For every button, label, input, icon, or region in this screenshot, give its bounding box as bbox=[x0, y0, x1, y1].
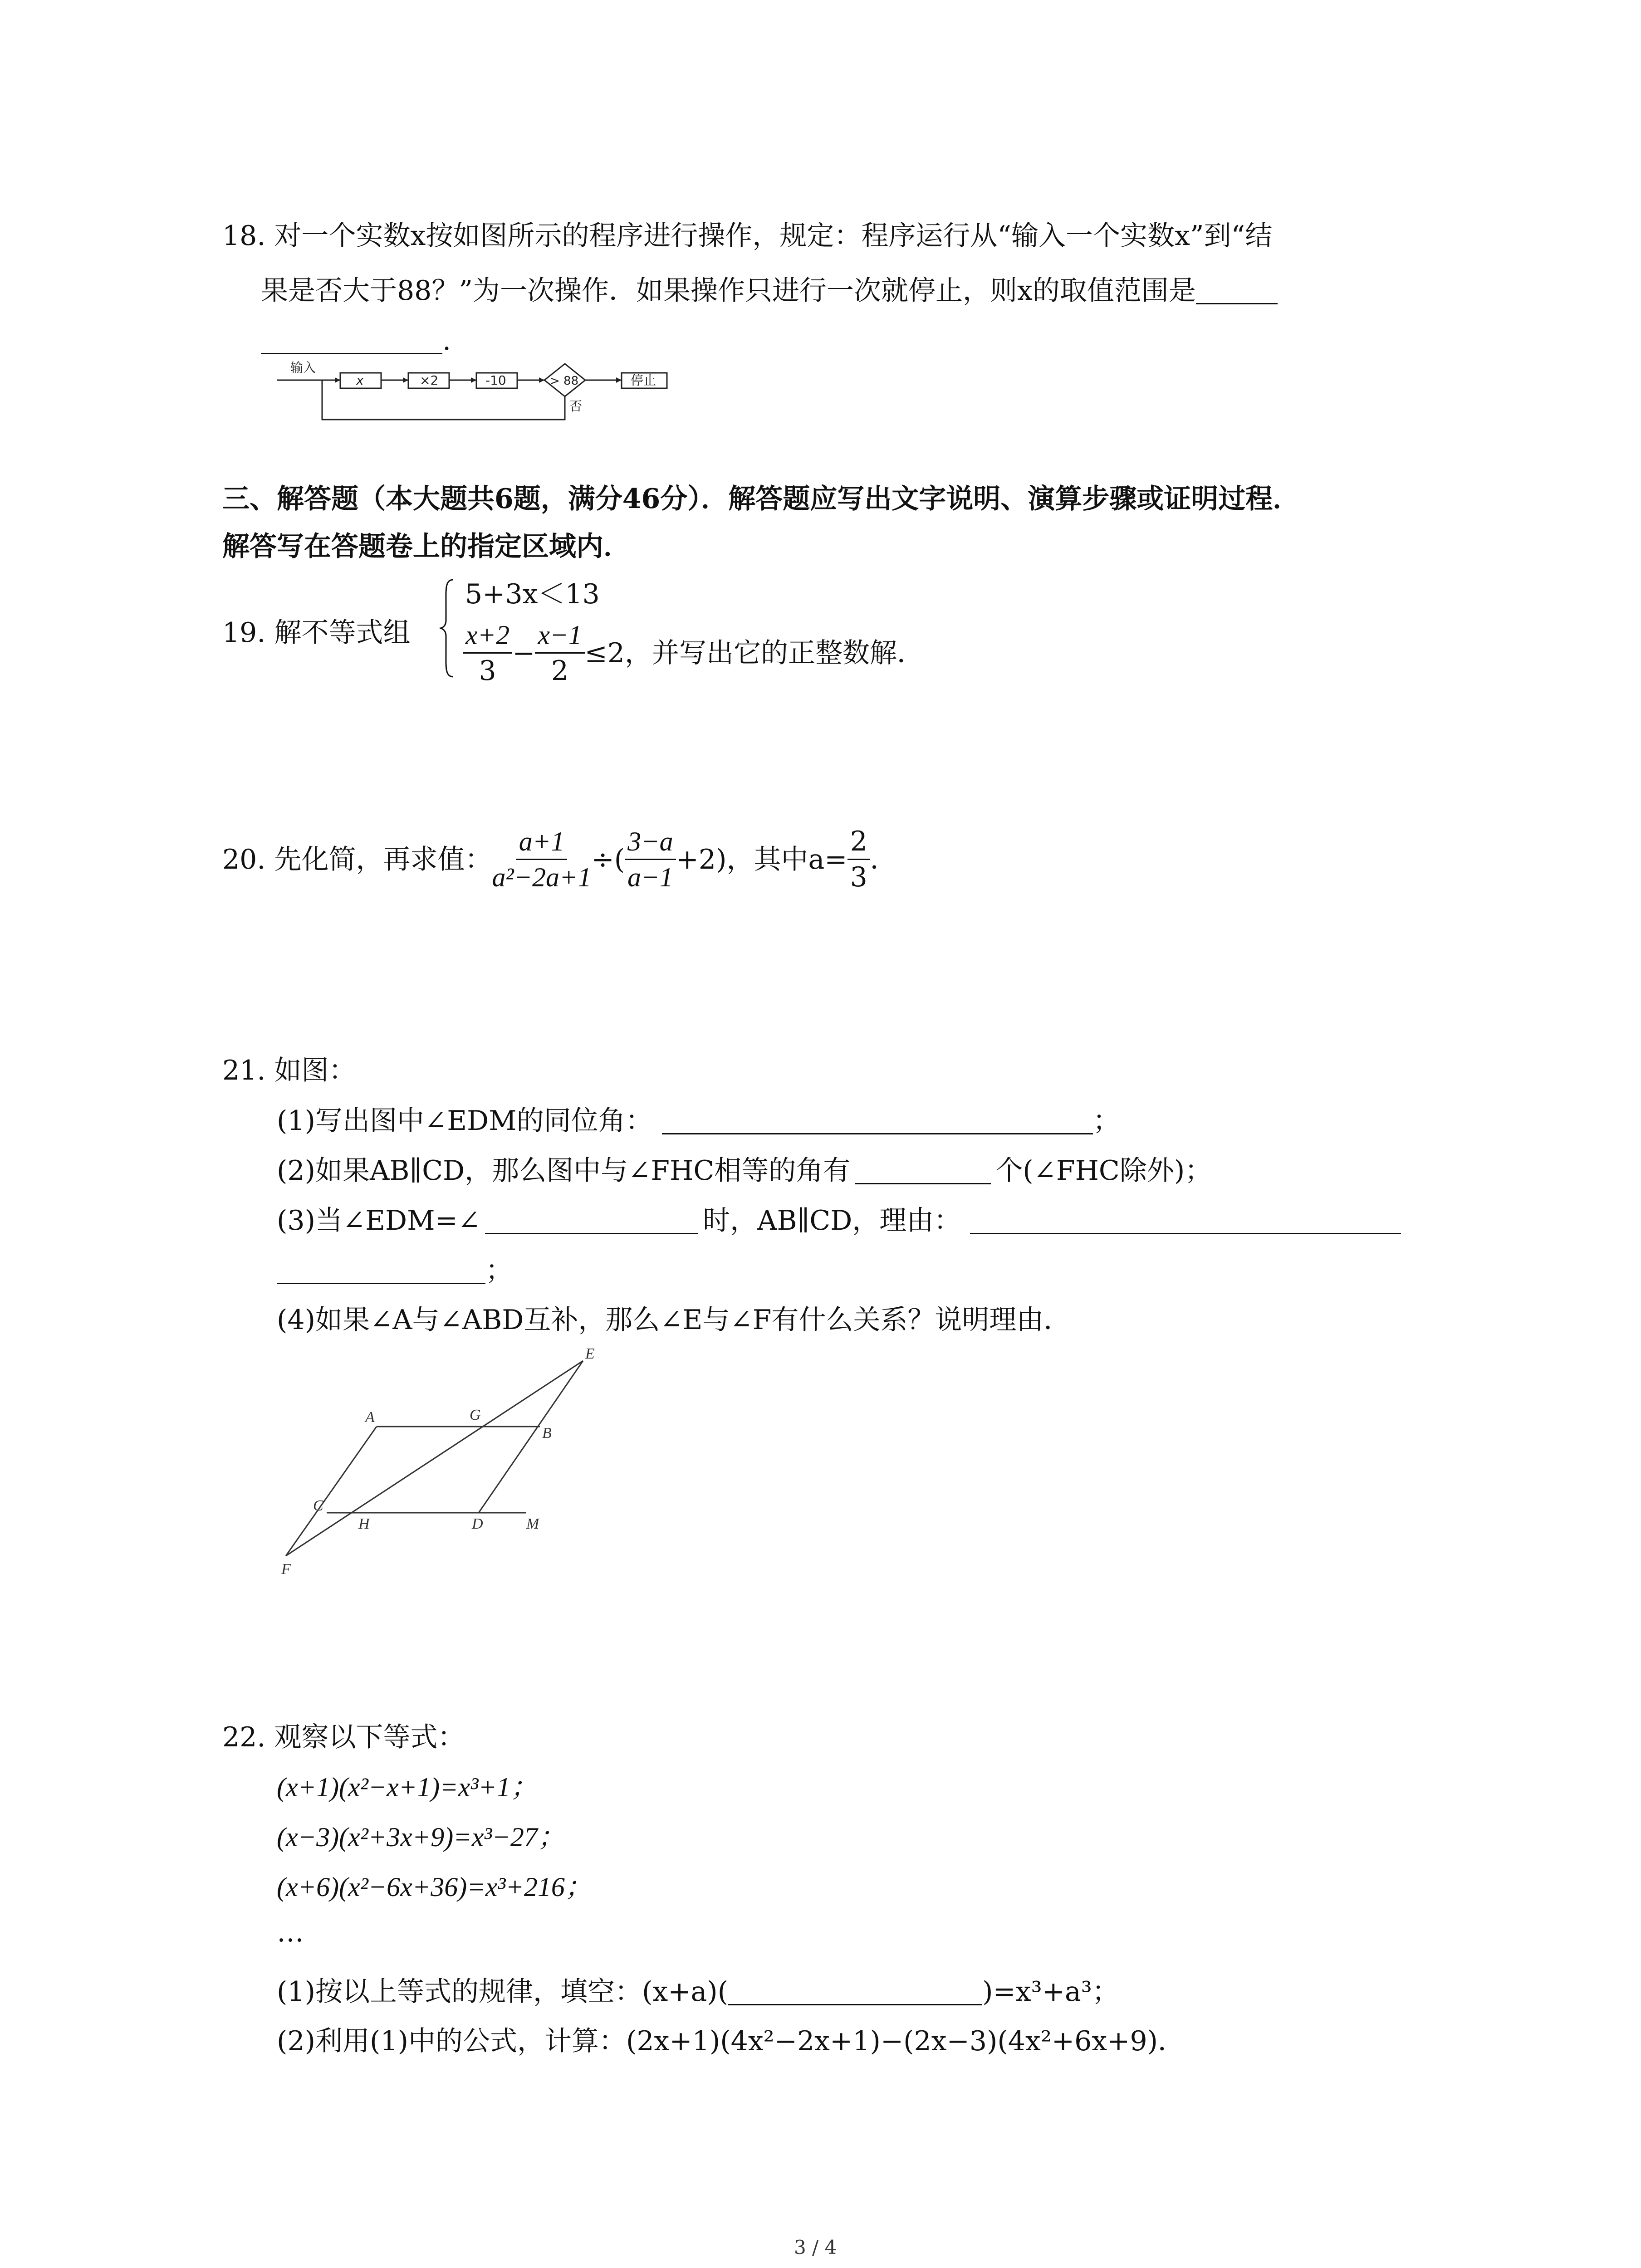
q19-frac2 bbox=[535, 620, 584, 687]
q20-frac3-den: 3 bbox=[850, 861, 867, 893]
q21-part1 bbox=[277, 1105, 1120, 1137]
q21-part3-text-a: (3)当∠EDM=∠ bbox=[277, 1205, 481, 1237]
q19-minus: − bbox=[512, 637, 535, 669]
q22-dots: … bbox=[277, 1916, 304, 1948]
q19-ineq1: 5+3x＜13 bbox=[465, 578, 600, 610]
q22-part1-blank bbox=[728, 1978, 982, 2005]
q19-prefix: 19. 解不等式组 bbox=[222, 617, 411, 649]
q21-part3-cont bbox=[277, 1256, 513, 1284]
q20-frac1 bbox=[492, 828, 592, 891]
q21-part2-text-b: 个(∠FHC除外)； bbox=[995, 1155, 1212, 1187]
q18-end: . bbox=[442, 325, 451, 357]
label-M: M bbox=[526, 1515, 539, 1532]
flow-cond-label: > 88 bbox=[550, 374, 579, 388]
q20-tail: +2)，其中a= bbox=[676, 843, 847, 875]
q20-frac3-num: 2 bbox=[847, 828, 870, 860]
q21-part2 bbox=[277, 1155, 1212, 1187]
q22-eq1: (x+1)(x²−x+1)=x³+1； bbox=[277, 1772, 538, 1802]
label-A: A bbox=[365, 1409, 375, 1426]
flow-no-label: 否 bbox=[569, 399, 583, 414]
q20-div: ÷( bbox=[591, 843, 625, 875]
q21-part1-end: ； bbox=[1092, 1105, 1120, 1137]
q19-frac1 bbox=[463, 620, 512, 687]
q21-part2-text-a: (2)如果AB∥CD，那么图中与∠FHC相等的角有 bbox=[277, 1155, 851, 1187]
q22-part1-text-b: )=x³+a³； bbox=[982, 1976, 1119, 2008]
q20-frac2 bbox=[625, 828, 676, 891]
q19-ineq2 bbox=[463, 620, 924, 687]
q21-part1-text: (1)写出图中∠EDM的同位角： bbox=[277, 1105, 653, 1137]
q22-part1 bbox=[277, 1976, 1119, 2008]
q18-flowchart bbox=[272, 354, 681, 426]
label-D: D bbox=[472, 1515, 483, 1532]
q20-line bbox=[222, 828, 897, 891]
q19-frac2-num: x−1 bbox=[535, 621, 584, 654]
section3-heading-line2: 解答写在答题卷上的指定区域内． bbox=[222, 531, 631, 562]
q21-part3-text-b: 时，AB∥CD，理由： bbox=[703, 1205, 961, 1237]
q21-part3-blank-a bbox=[485, 1207, 698, 1234]
q22-part2: (2)利用(1)中的公式，计算：(2x+1)(4x²−2x+1)−(2x−3)(4x²+6x+9)． bbox=[277, 2025, 1185, 2057]
q18-line3 bbox=[261, 325, 451, 357]
q22-eq3: (x+6)(x²−6x+36)=x³+216； bbox=[277, 1872, 592, 1902]
q18-line2 bbox=[261, 275, 1278, 307]
q22-part1-text-a: (1)按以上等式的规律，填空：(x+a)( bbox=[277, 1976, 729, 2008]
q21-part3 bbox=[277, 1205, 1401, 1237]
q18-answer-blank-b bbox=[261, 327, 442, 354]
q20-frac2-num: 3−a bbox=[625, 828, 676, 860]
q21-part1-blank bbox=[662, 1107, 1093, 1134]
q19-frac1-den: 3 bbox=[479, 655, 496, 687]
q20-frac2-den: a−1 bbox=[627, 862, 673, 892]
page-number: 3 / 4 bbox=[794, 2236, 837, 2258]
q21-geometry-figure bbox=[272, 1343, 617, 1588]
section3-heading-line1: 三、解答题（本大题共6题，满分46分）．解答题应写出文字说明、演算步骤或证明过程． bbox=[222, 483, 1300, 515]
q19-frac2-den: 2 bbox=[551, 655, 569, 687]
label-B: B bbox=[542, 1425, 552, 1442]
label-H: H bbox=[358, 1515, 370, 1532]
flow-mul-label: ×2 bbox=[420, 373, 439, 388]
q20-prefix: 20. 先化简，再求值： bbox=[222, 843, 492, 875]
label-G: G bbox=[470, 1407, 481, 1423]
q20-frac1-num: a+1 bbox=[516, 828, 568, 860]
q18-line1: 18. 对一个实数x按如图所示的程序进行操作，规定：程序运行从“输入一个实数x”到“结 bbox=[222, 220, 1273, 252]
label-F: F bbox=[281, 1561, 291, 1578]
flow-sub-label: -10 bbox=[485, 373, 506, 388]
flow-x-label: x bbox=[356, 373, 364, 388]
q21-part4: (4)如果∠A与∠ABD互补，那么∠E与∠F有什么关系？说明理由． bbox=[277, 1304, 1071, 1336]
q18-answer-blank-a bbox=[1196, 277, 1278, 304]
label-C: C bbox=[313, 1497, 323, 1514]
q19-rel: ≤2 bbox=[584, 637, 625, 669]
q21-part2-blank bbox=[855, 1157, 991, 1184]
q22-eq2: (x−3)(x²+3x+9)=x³−27； bbox=[277, 1822, 565, 1852]
q19-suffix: ，并写出它的正整数解． bbox=[624, 637, 924, 669]
flow-stop-label: 停止 bbox=[631, 373, 656, 388]
q21-part3-blank-b bbox=[970, 1207, 1401, 1234]
q19-frac1-num: x+2 bbox=[463, 621, 512, 654]
q22-title: 22. 观察以下等式： bbox=[222, 1721, 465, 1753]
flow-input-label: 输入 bbox=[290, 360, 316, 375]
q19-brace bbox=[438, 576, 456, 680]
q21-part3-blank-c bbox=[277, 1256, 485, 1284]
q20-frac3 bbox=[847, 828, 870, 891]
label-E: E bbox=[585, 1345, 595, 1362]
q20-frac1-den: a²−2a+1 bbox=[492, 862, 592, 892]
q21-part3-end: ； bbox=[485, 1255, 513, 1286]
q20-end: ． bbox=[870, 843, 897, 875]
q21-title: 21. 如图： bbox=[222, 1055, 356, 1086]
q18-line2-text: 果是否大于88？”为一次操作．如果操作只进行一次就停止，则x的取值范围是 bbox=[261, 275, 1196, 307]
